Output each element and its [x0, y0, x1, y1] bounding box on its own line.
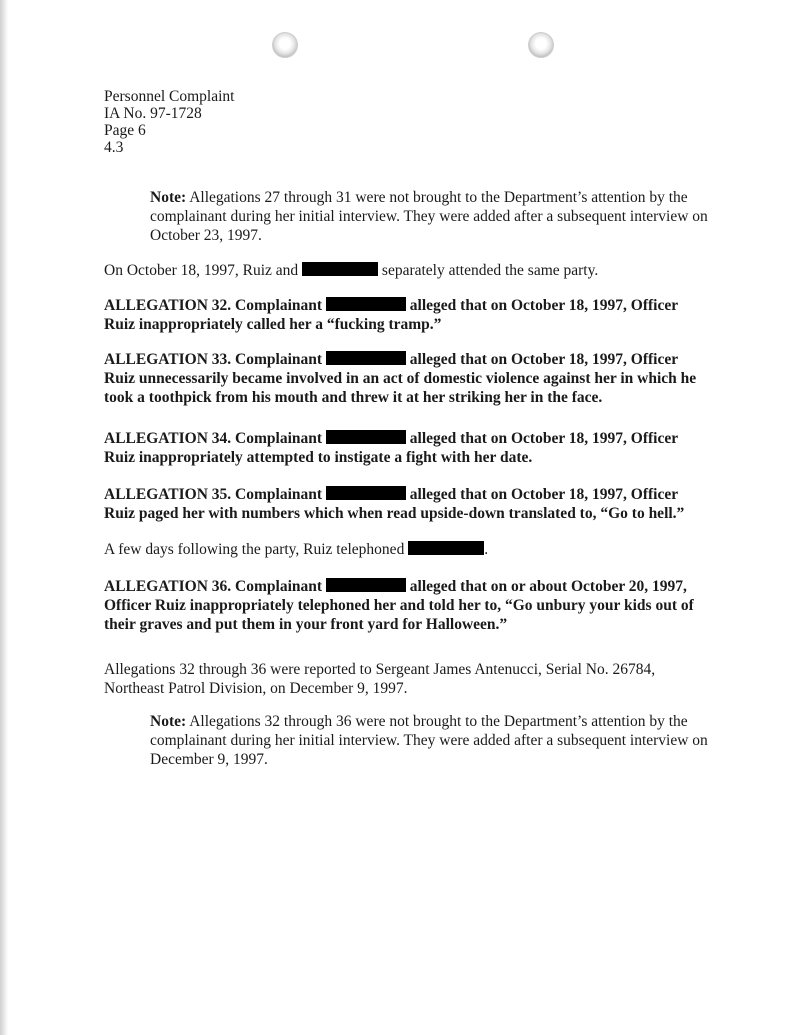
allegation-36-label: ALLEGATION 36. Complainant — [104, 578, 323, 595]
allegation-36-text: alleged that on or about October 20, 1997, Officer Ruiz inappropriately telephoned her and told her to, “Go unbury your kids out of their graves and put them in your front yard for Halloween.” — [104, 578, 694, 633]
redaction-block — [326, 578, 406, 592]
reported-text: Allegations 32 through 36 were reported to Sergeant James Antenucci, Serial No. 26784, Northeast Patrol Division, on December 9, 1997. — [104, 661, 656, 697]
note-2 — [150, 712, 710, 769]
allegation-35-label: ALLEGATION 35. Complainant — [104, 486, 323, 503]
punch-hole-right — [528, 32, 554, 58]
telephoned-text-after: . — [484, 541, 489, 558]
document-header — [104, 88, 234, 156]
allegation-33 — [104, 350, 712, 407]
page-edge-shadow — [0, 0, 8, 1035]
party-text-after: separately attended the same party. — [381, 262, 599, 279]
redaction-block — [326, 297, 406, 311]
note-1-label: Note: — [150, 189, 187, 206]
allegation-34 — [104, 429, 704, 467]
allegation-36 — [104, 577, 714, 634]
allegation-35-text: alleged that on October 18, 1997, Officer Ruiz paged her with numbers which when read upside-down translated to, “Go to hell.” — [104, 486, 685, 522]
allegation-34-label: ALLEGATION 34. Complainant — [104, 430, 323, 447]
note-1 — [150, 188, 710, 245]
note-2-label: Note: — [150, 713, 187, 730]
header-ia-number: IA No. 97-1728 — [104, 105, 202, 122]
redaction-block — [302, 262, 378, 276]
redaction-block — [408, 541, 484, 555]
allegation-32-label: ALLEGATION 32. Complainant — [104, 297, 323, 314]
allegation-33-text: alleged that on October 18, 1997, Officer Ruiz unnecessarily became involved in an act of domestic violence against her in which he took a toothpick from his mouth and threw it at her striking her in the face. — [104, 351, 697, 406]
redaction-block — [326, 486, 406, 500]
allegation-33-label: ALLEGATION 33. Complainant — [104, 351, 323, 368]
allegation-32-text: alleged that on October 18, 1997, Officer Ruiz inappropriately called her a “fucking tramp.” — [104, 297, 678, 333]
header-section: 4.3 — [104, 139, 124, 156]
reported-paragraph — [104, 660, 694, 698]
redaction-block — [326, 351, 406, 365]
party-text-before: On October 18, 1997, Ruiz and — [104, 262, 299, 279]
note-1-text: Allegations 27 through 31 were not brought to the Department’s attention by the complainant during her initial interview. They were added after a subsequent interview on October 23, 1997. — [150, 189, 708, 244]
header-title: Personnel Complaint — [104, 88, 235, 105]
allegation-35 — [104, 485, 704, 523]
telephoned-text-before: A few days following the party, Ruiz telephoned — [104, 541, 405, 558]
allegation-32 — [104, 296, 704, 334]
telephoned-paragraph — [104, 540, 724, 559]
punch-hole-left — [272, 32, 298, 58]
note-2-text: Allegations 32 through 36 were not brought to the Department’s attention by the complainant during her initial interview. They were added after a subsequent interview on December 9, 1997. — [150, 713, 708, 768]
allegation-34-text: alleged that on October 18, 1997, Officer Ruiz inappropriately attempted to instigate a fight with her date. — [104, 430, 678, 466]
party-paragraph — [104, 261, 724, 280]
redaction-block — [326, 430, 406, 444]
header-page: Page 6 — [104, 122, 146, 139]
